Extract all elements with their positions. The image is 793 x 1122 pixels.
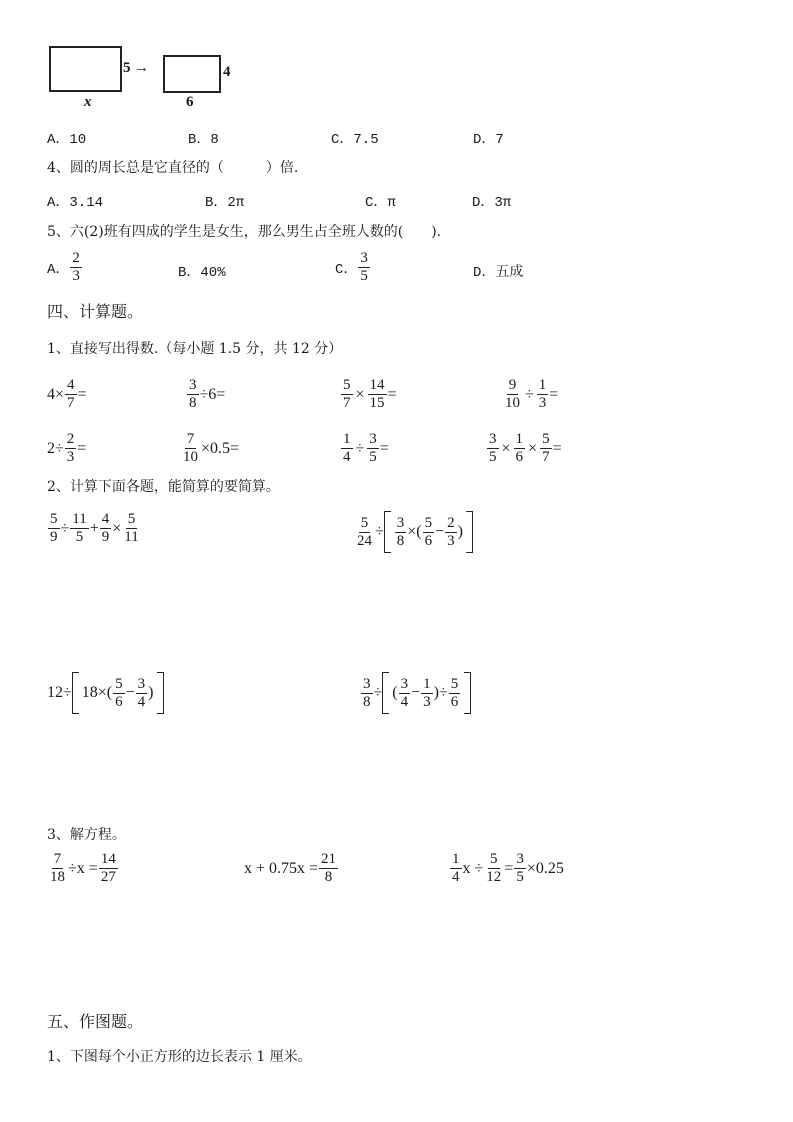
original-rectangle: [49, 46, 122, 92]
left-bracket: [382, 672, 389, 714]
calc-r2-b: $\frac{7}{10}$ ×0.5=: [183, 431, 240, 465]
section5-p1-title: 1、下图每个小正方形的边长表示 1 厘米。: [47, 1049, 312, 1065]
expr-2: $\frac{5}{24}$ ÷ $\frac{3}{8}$ ×( $\frac{5}{6}$ − $\frac{2}{3}$ ): [354, 511, 473, 553]
q3-option-b: B．8: [188, 132, 219, 148]
equation-1: $\frac{7}{18}$ ÷x = $\frac{14}{27}$: [50, 851, 116, 885]
equation-3: $\frac{1}{4}$ x ÷ $\frac{5}{12}$ = $\frac{3}{5}$ ×0.25: [452, 851, 564, 885]
left-bracket: [384, 511, 391, 553]
left-bracket: [72, 672, 79, 714]
q4-option-b: B．2π: [205, 195, 245, 211]
right-bracket: [464, 672, 471, 714]
q5-option-b: B．40%: [178, 265, 226, 281]
expr-4: $\frac{3}{8}$ ÷ ( $\frac{3}{4}$ − $\frac{1}{3}$ )÷ $\frac{5}{6}$: [360, 672, 471, 714]
q4-option-d: D．3π: [472, 195, 512, 211]
calc-r1-a: 4× $\frac{4}{7}$ =: [47, 377, 87, 411]
section5-title: 五、作图题。: [47, 1012, 144, 1031]
q3-option-d: D．7: [473, 132, 504, 148]
arrow-icon: →: [134, 60, 149, 76]
q5-option-a: A． $\frac{2}{3}$: [47, 250, 80, 284]
p2-title: 2、计算下面各题，能简算的要简算。: [47, 479, 280, 495]
calc-r2-c: $\frac{1}{4}$ ÷ $\frac{3}{5}$ =: [343, 431, 389, 465]
right-bracket: [157, 672, 164, 714]
original-bottom-label: x: [84, 94, 92, 110]
q3-option-c: C．7.5: [331, 132, 379, 148]
q4-option-a: A．3.14: [47, 195, 104, 211]
fraction: $\frac{3}{5}$: [360, 250, 368, 284]
scaled-rectangle: [163, 55, 221, 93]
p1-title: 1、直接写出得数.（每小题 1.5 分，共 12 分）: [47, 341, 343, 357]
original-side-label: 5: [123, 60, 131, 76]
scaled-bottom-label: 6: [186, 94, 194, 110]
q5-option-c: C． $\frac{3}{5}$: [335, 250, 368, 284]
calc-r2-d: $\frac{3}{5}$ × $\frac{1}{6}$ × $\frac{5}{7}$ =: [489, 431, 562, 465]
calc-r2-a: 2÷ $\frac{2}{3}$ =: [47, 431, 87, 465]
fraction: $\frac{2}{3}$: [72, 250, 80, 284]
calc-r1-d: $\frac{9}{10}$ ÷ $\frac{1}{3}$ =: [505, 377, 559, 411]
q5-prompt: 5、六(2)班有四成的学生是女生，那么男生占全班人数的( ).: [47, 224, 442, 240]
calc-r1-b: $\frac{3}{8}$ ÷6=: [189, 377, 226, 411]
q5-option-d: D．五成: [473, 265, 524, 281]
q4-option-c: C．π: [365, 195, 396, 211]
right-bracket: [466, 511, 473, 553]
p3-title: 3、解方程。: [47, 827, 126, 843]
expr-1: $\frac{5}{9}$ ÷ $\frac{11}{5}$ + $\frac{4}{9}$ × $\frac{5}{11}$: [50, 511, 139, 545]
equation-2: x + 0.75x = $\frac{21}{8}$: [244, 851, 337, 885]
q3-option-a: A．10: [47, 132, 87, 148]
calc-r1-c: $\frac{5}{7}$ × $\frac{14}{15}$ =: [343, 377, 397, 411]
expr-3: 12÷ 18×( $\frac{5}{6}$ − $\frac{3}{4}$ ): [47, 672, 164, 714]
section4-title: 四、计算题。: [47, 302, 144, 321]
q4-prompt: 4、圆的周长总是它直径的（ ）倍.: [47, 160, 299, 176]
scaled-side-label: 4: [223, 64, 231, 80]
